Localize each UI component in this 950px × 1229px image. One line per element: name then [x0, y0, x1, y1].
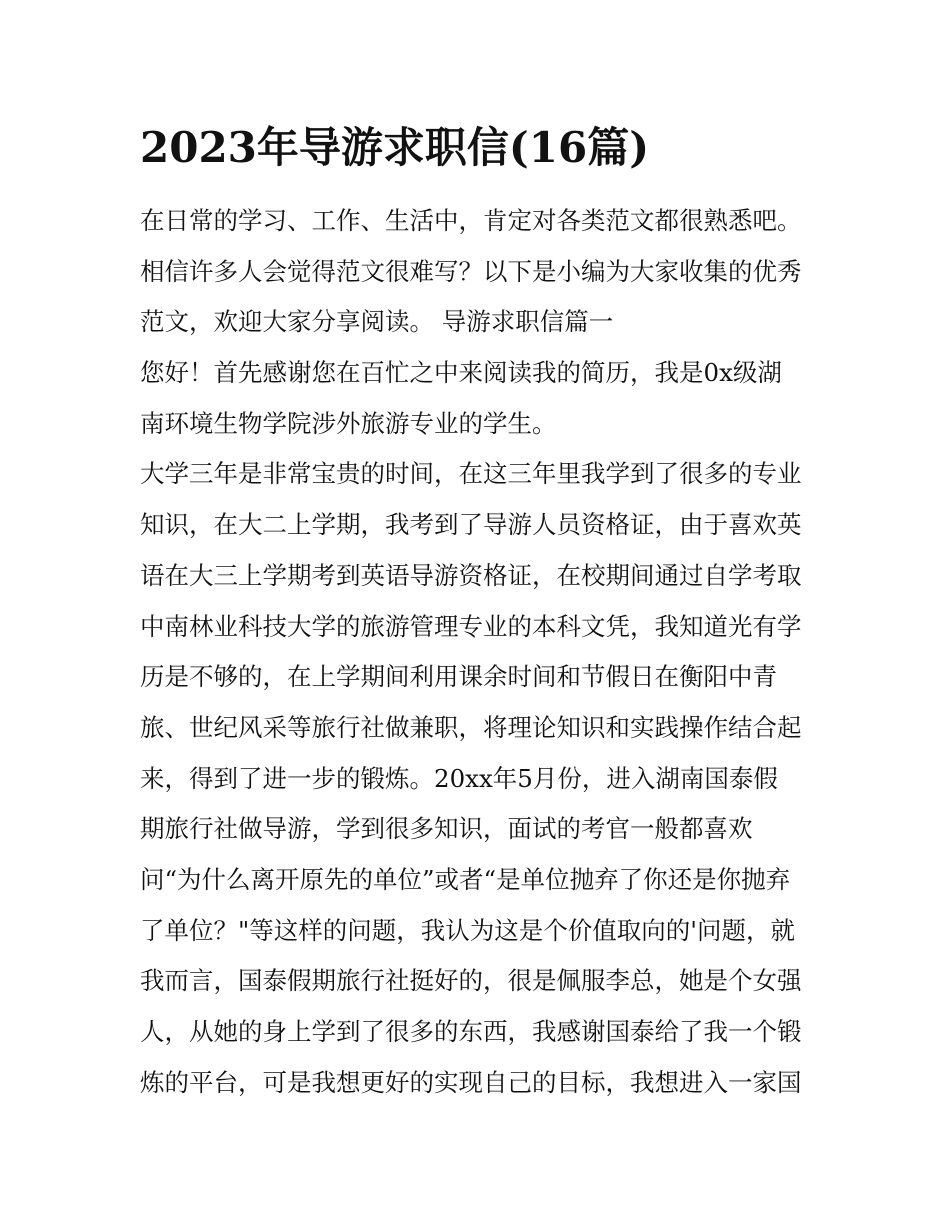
document-body [140, 196, 820, 1108]
body-line: 南环境生物学院涉外旅游专业的学生。 [140, 408, 557, 438]
body-line: 历是不够的，在上学期间利用课余时间和节假日在衡阳中青 [140, 662, 777, 692]
body-line: 我而言，国泰假期旅行社挺好的，很是佩服李总，她是个女强 [140, 966, 802, 996]
body-line: 知识，在大二上学期，我考到了导游人员资格证，由于喜欢英 [140, 510, 802, 540]
body-line: 了单位？"等这样的问题，我认为这是个价值取向的'问题，就 [140, 915, 796, 945]
body-line: 语在大三上学期考到英语导游资格证，在校期间通过自学考取 [140, 560, 802, 590]
body-line: 来，得到了进一步的锻炼。20xx年5月份，进入湖南国泰假 [140, 763, 778, 793]
body-line: 大学三年是非常宝贵的时间，在这三年里我学到了很多的专业 [140, 459, 802, 489]
body-line: 人，从她的身上学到了很多的东西，我感谢国泰给了我一个锻 [140, 1017, 802, 1046]
body-line: 在日常的学习、工作、生活中，肯定对各类范文都很熟悉吧。 [140, 206, 802, 235]
body-line: 期旅行社做导游，学到很多知识，面试的考官一般都喜欢 [140, 814, 753, 844]
body-line: 您好！首先感谢您在百忙之中来阅读我的简历，我是0x级湖 [140, 358, 782, 388]
body-line: 旅、世纪风采等旅行社做兼职，将理论知识和实践操作结合起 [140, 712, 802, 742]
body-line: 相信许多人会觉得范文很难写？以下是小编为大家收集的优秀 [140, 256, 802, 286]
body-line: 炼的平台，可是我想更好的实现自己的目标，我想进入一家国 [140, 1067, 802, 1097]
document-title: 2023年导游求职信(16篇) [140, 123, 650, 172]
body-line: 中南林业科技大学的旅游管理专业的本科文凭，我知道光有学 [140, 611, 802, 641]
body-line: 问“为什么离开原先的单位”或者“是单位抛弃了你还是你抛弃 [140, 864, 791, 894]
body-line: 范文，欢迎大家分享阅读。 导游求职信篇一 [140, 307, 614, 337]
